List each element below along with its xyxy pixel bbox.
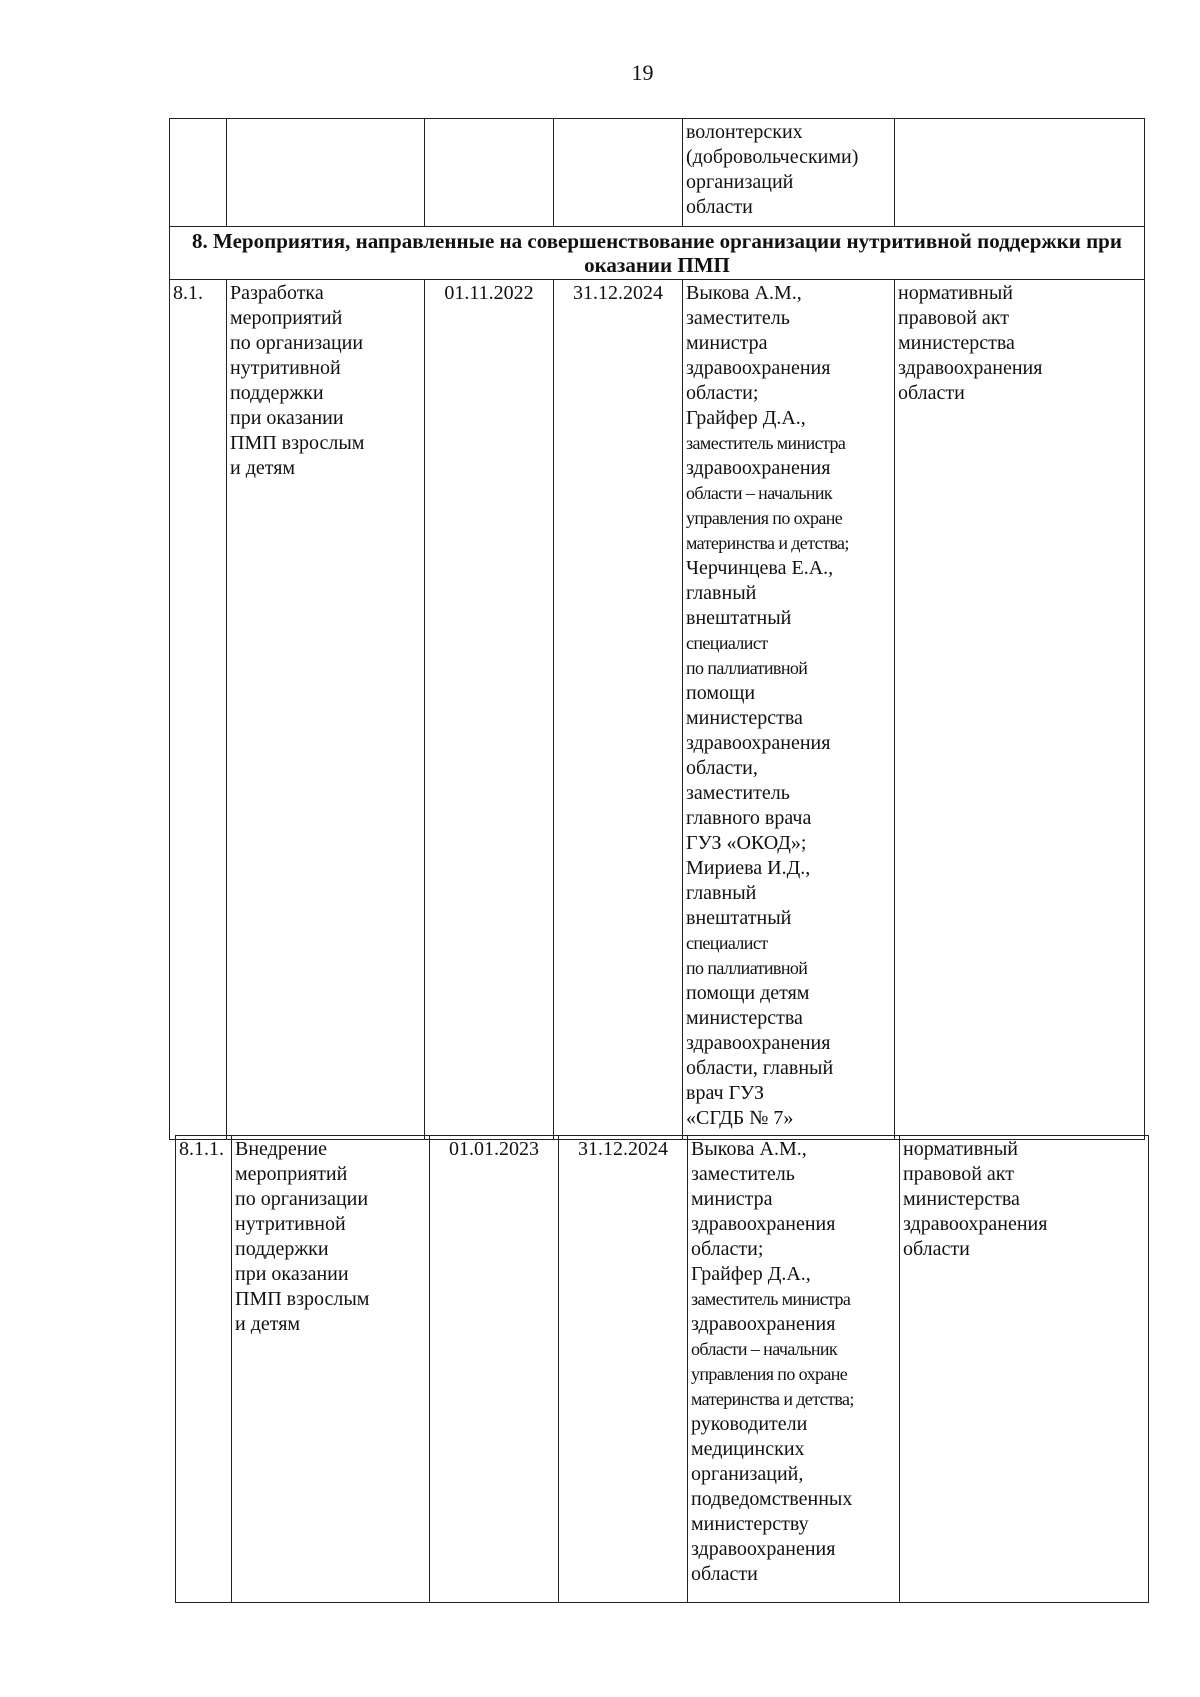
responsible-line: области, [686, 757, 758, 779]
end-date: 31.12.2024 [559, 1136, 688, 1603]
responsible-line: заместитель министра [686, 433, 846, 453]
result-line: области [898, 382, 965, 404]
responsible-line: Грайфер Д.А., [691, 1263, 811, 1285]
result-cell [895, 280, 1145, 1140]
responsible-line: Грайфер Д.А., [686, 407, 806, 429]
responsible-line: врач ГУЗ [686, 1082, 765, 1104]
end-date-cell [554, 119, 683, 227]
responsible-line: министерству [691, 1513, 809, 1535]
activity-line: нутритивной [230, 357, 341, 379]
responsible-line: ГУЗ «ОКОД»; [686, 832, 807, 854]
plan-table-bottom [175, 1135, 1149, 1603]
result-line: здравоохранения [903, 1213, 1048, 1235]
activity-line: Внедрение [235, 1138, 327, 1160]
responsible-line: здравоохранения [691, 1313, 836, 1335]
responsible-line: главного врача [686, 807, 812, 829]
responsible-line: области [686, 196, 753, 218]
activity-line: поддержки [230, 382, 324, 404]
activity-line: мероприятий [235, 1163, 348, 1185]
activity-line: по организации [235, 1188, 369, 1210]
row-number: 8.1. [170, 280, 227, 1140]
responsible-line: области [691, 1563, 758, 1585]
responsible-line: заместитель [691, 1163, 795, 1185]
responsible-line: специалист [686, 933, 768, 953]
table-row [170, 280, 1145, 1140]
responsible-line: (добровольческими) [686, 146, 859, 168]
responsible-line: заместитель [686, 782, 790, 804]
responsible-line: Выкова А.М., [686, 282, 802, 304]
responsible-line: подведомственных [691, 1488, 853, 1510]
activity-line: и детям [235, 1313, 301, 1335]
start-date: 01.01.2023 [430, 1136, 559, 1603]
activity-line: при оказании [235, 1263, 349, 1285]
activity-line: и детям [230, 457, 296, 479]
responsible-line: помощи [686, 682, 756, 704]
responsible-line: внештатный [686, 607, 792, 629]
responsible-line: «СГДБ № 7» [686, 1107, 794, 1129]
responsible-line: материнства и детства; [691, 1389, 854, 1409]
responsible-line: главный [686, 882, 757, 904]
responsible-line: по паллиативной [686, 958, 808, 978]
responsible-line: помощи детям [686, 982, 810, 1004]
responsible-line: здравоохранения [691, 1213, 836, 1235]
responsible-line: министерства [686, 707, 803, 729]
responsible-line: организаций [686, 171, 794, 193]
responsible-cell [688, 1136, 900, 1603]
table-row [176, 1136, 1149, 1603]
activity-line: поддержки [235, 1238, 329, 1260]
plan-table-top [169, 118, 1145, 1140]
result-cell [895, 119, 1145, 227]
start-date-cell [425, 119, 554, 227]
result-line: нормативный [898, 282, 1014, 304]
activity-line: нутритивной [235, 1213, 346, 1235]
responsible-line: здравоохранения [691, 1538, 836, 1560]
responsible-line: Выкова А.М., [691, 1138, 807, 1160]
responsible-line: медицинских [691, 1438, 805, 1460]
responsible-line: здравоохранения [686, 457, 831, 479]
responsible-line: области; [691, 1238, 764, 1260]
responsible-line: Черчинцева Е.А., [686, 557, 834, 579]
row-number: 8.1.1. [176, 1136, 232, 1603]
responsible-line: области – начальник [686, 483, 833, 503]
section-heading: 8. Мероприятия, направленные на совершенствование организации нутритивной поддержки при оказании ПМП [170, 227, 1145, 280]
responsible-line: области; [686, 382, 759, 404]
activity-cell [232, 1136, 430, 1603]
responsible-line: материнства и детства; [686, 533, 849, 553]
number-cell [170, 119, 227, 227]
activity-cell [227, 119, 425, 227]
responsible-line: заместитель министра [691, 1289, 851, 1309]
page-number: 19 [631, 60, 654, 85]
activity-line: при оказании [230, 407, 344, 429]
activity-line: мероприятий [230, 307, 343, 329]
responsible-line: управления по охране [691, 1364, 848, 1384]
responsible-line: заместитель [686, 307, 790, 329]
activity-line: ПМП взрослым [235, 1288, 370, 1310]
responsible-line: министра [686, 332, 768, 354]
activity-line: по организации [230, 332, 364, 354]
responsible-line: здравоохранения [686, 1032, 831, 1054]
result-line: министерства [903, 1188, 1020, 1210]
section-heading-row [170, 227, 1145, 280]
result-line: правовой акт [903, 1163, 1014, 1185]
responsible-line: министерства [686, 1007, 803, 1029]
responsible-line: по паллиативной [686, 658, 808, 678]
responsible-line: организаций, [691, 1463, 804, 1485]
responsible-line: области, главный [686, 1057, 834, 1079]
responsible-line: области – начальник [691, 1339, 838, 1359]
responsible-cell [683, 119, 895, 227]
responsible-line: руководители [691, 1413, 808, 1435]
responsible-line: волонтерских [686, 121, 803, 143]
activity-line: ПМП взрослым [230, 432, 365, 454]
responsible-line: министра [691, 1188, 773, 1210]
result-line: нормативный [903, 1138, 1019, 1160]
result-line: здравоохранения [898, 357, 1043, 379]
responsible-line: главный [686, 582, 757, 604]
responsible-line: Мириева И.Д., [686, 857, 811, 879]
responsible-line: внештатный [686, 907, 792, 929]
result-line: области [903, 1238, 970, 1260]
continuation-row [170, 119, 1145, 227]
activity-line: Разработка [230, 282, 324, 304]
responsible-cell [683, 280, 895, 1140]
responsible-line: здравоохранения [686, 357, 831, 379]
result-cell [900, 1136, 1149, 1603]
end-date: 31.12.2024 [554, 280, 683, 1140]
result-line: министерства [898, 332, 1015, 354]
result-line: правовой акт [898, 307, 1009, 329]
responsible-line: управления по охране [686, 508, 843, 528]
responsible-line: специалист [686, 633, 768, 653]
activity-cell [227, 280, 425, 1140]
responsible-line: здравоохранения [686, 732, 831, 754]
start-date: 01.11.2022 [425, 280, 554, 1140]
